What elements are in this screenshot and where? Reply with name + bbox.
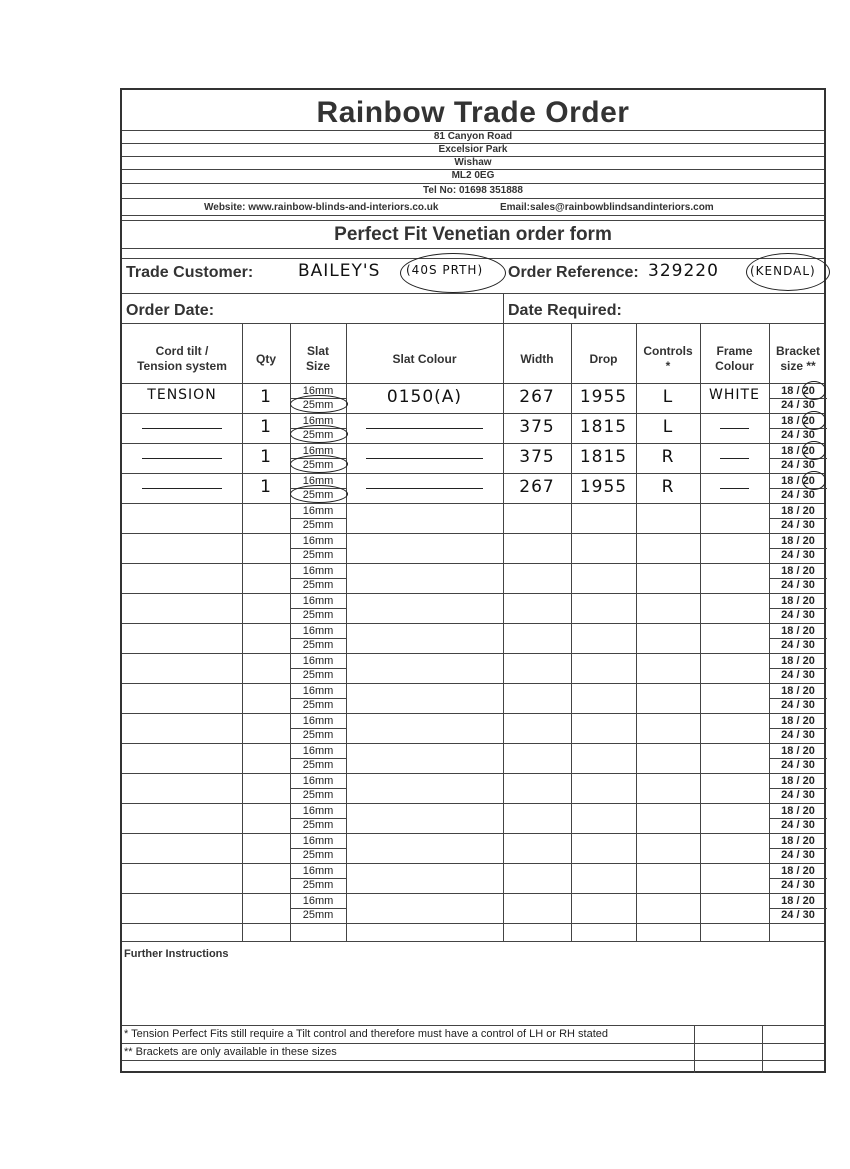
row-drop[interactable]: 1815	[579, 447, 628, 467]
ditto-mark	[366, 428, 483, 429]
bracket-size-24-30[interactable]: 24 / 30	[781, 759, 815, 771]
bracket-size-24-30[interactable]: 24 / 30	[781, 849, 815, 861]
bracket-size-18-20[interactable]: 18 / 20	[781, 805, 815, 817]
ditto-mark	[720, 488, 749, 489]
slat-size-25mm[interactable]: 25mm	[302, 459, 334, 471]
row-cord[interactable]: TENSION	[147, 387, 217, 403]
col-header-cord: Cord tilt / Tension system	[137, 344, 227, 373]
row-drop[interactable]: 1955	[579, 387, 628, 407]
table-row	[122, 833, 824, 863]
bracket-size-18-20[interactable]: 18 / 20	[781, 745, 815, 757]
row-frame[interactable]: WHITE	[709, 387, 760, 403]
bracket-size-24-30[interactable]: 24 / 30	[781, 519, 815, 531]
trade-customer-label: Trade Customer:	[126, 264, 254, 281]
slat-size-16mm[interactable]: 16mm	[302, 565, 334, 577]
row-control[interactable]: R	[661, 477, 675, 497]
bracket-size-24-30[interactable]: 24 / 30	[781, 669, 815, 681]
col-header-width: Width	[520, 352, 554, 366]
slat-size-16mm[interactable]: 16mm	[302, 475, 334, 487]
slat-size-25mm[interactable]: 25mm	[302, 519, 334, 531]
bracket-size-18-20[interactable]: 18 / 20	[781, 565, 815, 577]
row-colour[interactable]: 0150(A)	[386, 387, 463, 407]
ditto-mark	[142, 458, 222, 459]
order-reference-note: (KENDAL)	[750, 264, 816, 278]
bracket-divider	[769, 728, 827, 729]
address-line-3: Wishaw	[454, 157, 492, 168]
footnote-brackets: ** Brackets are only available in these sizes	[124, 1046, 337, 1058]
bracket-size-18-20[interactable]: 18 / 20	[781, 865, 815, 877]
date-required-label: Date Required:	[508, 302, 622, 319]
order-date-label: Order Date:	[126, 302, 215, 319]
bracket-size-18-20[interactable]: 18 / 20	[781, 505, 815, 517]
bracket-size-18-20[interactable]: 18 / 20	[781, 655, 815, 667]
table-row	[122, 533, 824, 563]
slat-size-16mm[interactable]: 16mm	[302, 625, 334, 637]
size-divider	[290, 698, 346, 699]
selected-bracket-circle	[802, 411, 826, 430]
slat-size-25mm[interactable]: 25mm	[302, 429, 334, 441]
order-form	[120, 88, 826, 1073]
size-divider	[290, 518, 346, 519]
table-row	[122, 803, 824, 833]
row-width[interactable]: 375	[519, 417, 555, 437]
slat-size-25mm[interactable]: 25mm	[302, 489, 334, 501]
bracket-size-24-30[interactable]: 24 / 30	[781, 429, 815, 441]
slat-size-16mm[interactable]: 16mm	[302, 775, 334, 787]
slat-size-25mm[interactable]: 25mm	[302, 549, 334, 561]
row-control[interactable]: L	[662, 387, 674, 407]
ditto-mark	[142, 488, 222, 489]
slat-size-25mm[interactable]: 25mm	[302, 909, 334, 921]
telephone: Tel No: 01698 351888	[423, 185, 523, 196]
bracket-divider	[769, 908, 827, 909]
row-control[interactable]: R	[661, 447, 675, 467]
table-row	[122, 563, 824, 593]
bracket-size-18-20[interactable]: 18 / 20	[781, 835, 815, 847]
row-width[interactable]: 375	[519, 447, 555, 467]
size-divider	[290, 638, 346, 639]
slat-size-25mm[interactable]: 25mm	[302, 699, 334, 711]
bracket-divider	[769, 698, 827, 699]
slat-size-16mm[interactable]: 16mm	[302, 685, 334, 697]
email-link[interactable]: Email:sales@rainbowblindsandinteriors.com	[500, 202, 714, 213]
bracket-divider	[769, 578, 827, 579]
ditto-mark	[142, 428, 222, 429]
slat-size-16mm[interactable]: 16mm	[302, 745, 334, 757]
size-divider	[290, 848, 346, 849]
trade-customer-value[interactable]: BAILEY'S	[298, 261, 381, 281]
col-header-frame-colour: Frame Colour	[715, 344, 754, 373]
table-row	[122, 623, 824, 653]
slat-size-25mm[interactable]: 25mm	[302, 819, 334, 831]
bracket-divider	[769, 518, 827, 519]
bracket-size-18-20[interactable]: 18 / 20	[781, 535, 815, 547]
row-width[interactable]: 267	[519, 477, 555, 497]
row-drop[interactable]: 1815	[579, 417, 628, 437]
slat-size-25mm[interactable]: 25mm	[302, 789, 334, 801]
bracket-size-24-30[interactable]: 24 / 30	[781, 819, 815, 831]
bracket-size-24-30[interactable]: 24 / 30	[781, 639, 815, 651]
slat-size-16mm[interactable]: 16mm	[302, 505, 334, 517]
table-row	[122, 503, 824, 533]
size-divider	[290, 818, 346, 819]
size-divider	[290, 608, 346, 609]
bracket-size-24-30[interactable]: 24 / 30	[781, 729, 815, 741]
bracket-divider	[769, 758, 827, 759]
bracket-size-18-20[interactable]: 18 / 20	[781, 475, 815, 487]
bracket-size-24-30[interactable]: 24 / 30	[781, 879, 815, 891]
table-row	[122, 683, 824, 713]
size-divider	[290, 548, 346, 549]
bracket-size-18-20[interactable]: 18 / 20	[781, 385, 815, 397]
address-line-4: ML2 0EG	[451, 170, 495, 181]
slat-size-25mm[interactable]: 25mm	[302, 669, 334, 681]
col-header-drop: Drop	[589, 352, 618, 366]
order-reference-label: Order Reference:	[508, 264, 639, 281]
slat-size-25mm[interactable]: 25mm	[302, 579, 334, 591]
table-row	[122, 713, 824, 743]
slat-size-16mm[interactable]: 16mm	[302, 895, 334, 907]
bracket-size-18-20[interactable]: 18 / 20	[781, 445, 815, 457]
size-divider	[290, 578, 346, 579]
size-divider	[290, 668, 346, 669]
row-control[interactable]: L	[662, 417, 674, 437]
row-width[interactable]: 267	[519, 387, 555, 407]
table-row	[122, 743, 824, 773]
slat-size-16mm[interactable]: 16mm	[302, 535, 334, 547]
slat-size-25mm[interactable]: 25mm	[302, 729, 334, 741]
row-qty[interactable]: 1	[260, 477, 272, 497]
bracket-divider	[769, 668, 827, 669]
row-qty[interactable]: 1	[260, 447, 272, 467]
slat-size-25mm[interactable]: 25mm	[302, 399, 334, 411]
ditto-mark	[366, 488, 483, 489]
further-instructions-label: Further Instructions	[124, 948, 229, 960]
selected-size-circle	[290, 425, 348, 443]
col-header-slat-size: Slat Size	[305, 344, 330, 373]
ditto-mark	[366, 458, 483, 459]
table-row	[122, 893, 824, 923]
row-qty[interactable]: 1	[260, 387, 272, 407]
table-row	[122, 593, 824, 623]
slat-size-16mm[interactable]: 16mm	[302, 415, 334, 427]
slat-size-16mm[interactable]: 16mm	[302, 595, 334, 607]
selected-bracket-circle	[802, 471, 826, 490]
bracket-divider	[769, 818, 827, 819]
selected-size-circle	[290, 395, 348, 413]
slat-size-25mm[interactable]: 25mm	[302, 759, 334, 771]
address-line-1: 81 Canyon Road	[433, 131, 513, 142]
bracket-size-24-30[interactable]: 24 / 30	[781, 909, 815, 921]
bracket-divider	[769, 638, 827, 639]
selected-size-circle	[290, 485, 348, 503]
slat-size-16mm[interactable]: 16mm	[302, 835, 334, 847]
bracket-divider	[769, 608, 827, 609]
slat-size-16mm[interactable]: 16mm	[302, 805, 334, 817]
size-divider	[290, 758, 346, 759]
bracket-size-24-30[interactable]: 24 / 30	[781, 789, 815, 801]
slat-size-25mm[interactable]: 25mm	[302, 609, 334, 621]
slat-size-25mm[interactable]: 25mm	[302, 849, 334, 861]
bracket-size-24-30[interactable]: 24 / 30	[781, 609, 815, 621]
col-header-controls: Controls *	[643, 344, 693, 373]
col-header-bracket: Bracket size **	[775, 344, 821, 373]
bracket-size-18-20[interactable]: 18 / 20	[781, 895, 815, 907]
bracket-size-24-30[interactable]: 24 / 30	[781, 459, 815, 471]
size-divider	[290, 908, 346, 909]
ditto-mark	[720, 458, 749, 459]
bracket-divider	[769, 788, 827, 789]
selected-bracket-circle	[802, 381, 826, 400]
slat-size-16mm[interactable]: 16mm	[302, 715, 334, 727]
bracket-size-24-30[interactable]: 24 / 30	[781, 489, 815, 501]
slat-size-16mm[interactable]: 16mm	[302, 385, 334, 397]
row-drop[interactable]: 1955	[579, 477, 628, 497]
bracket-size-24-30[interactable]: 24 / 30	[781, 579, 815, 591]
ditto-mark	[720, 428, 749, 429]
bracket-size-24-30[interactable]: 24 / 30	[781, 549, 815, 561]
footnote-tension: * Tension Perfect Fits still require a Tilt control and therefore must have a control of LH or RH stated	[124, 1028, 609, 1040]
size-divider	[290, 728, 346, 729]
row-divider	[122, 923, 824, 924]
bracket-size-18-20[interactable]: 18 / 20	[781, 415, 815, 427]
form-heading: Rainbow Trade Order	[316, 96, 630, 129]
col-header-slat-colour: Slat Colour	[392, 352, 457, 366]
bracket-size-24-30[interactable]: 24 / 30	[781, 399, 815, 411]
bracket-size-18-20[interactable]: 18 / 20	[781, 625, 815, 637]
slat-size-16mm[interactable]: 16mm	[302, 865, 334, 877]
selected-bracket-circle	[802, 441, 826, 460]
size-divider	[290, 878, 346, 879]
col-header-qty: Qty	[255, 352, 276, 366]
bracket-size-18-20[interactable]: 18 / 20	[781, 715, 815, 727]
table-row	[122, 653, 824, 683]
bracket-divider	[769, 878, 827, 879]
table-row	[122, 863, 824, 893]
bracket-size-18-20[interactable]: 18 / 20	[781, 775, 815, 787]
form-title: Perfect Fit Venetian order form	[334, 224, 612, 245]
slat-size-25mm[interactable]: 25mm	[302, 879, 334, 891]
bracket-size-24-30[interactable]: 24 / 30	[781, 699, 815, 711]
order-reference-value[interactable]: 329220	[648, 261, 719, 281]
slat-size-16mm[interactable]: 16mm	[302, 655, 334, 667]
bracket-size-18-20[interactable]: 18 / 20	[781, 595, 815, 607]
bracket-divider	[769, 848, 827, 849]
bracket-divider	[769, 548, 827, 549]
address-line-2: Excelsior Park	[438, 144, 508, 155]
row-qty[interactable]: 1	[260, 417, 272, 437]
trade-customer-note: (40S PRTH)	[406, 263, 484, 277]
table-row	[122, 773, 824, 803]
selected-size-circle	[290, 455, 348, 473]
slat-size-25mm[interactable]: 25mm	[302, 639, 334, 651]
website-link[interactable]: Website: www.rainbow-blinds-and-interiors.co.uk	[204, 202, 439, 213]
slat-size-16mm[interactable]: 16mm	[302, 445, 334, 457]
bracket-size-18-20[interactable]: 18 / 20	[781, 685, 815, 697]
size-divider	[290, 788, 346, 789]
